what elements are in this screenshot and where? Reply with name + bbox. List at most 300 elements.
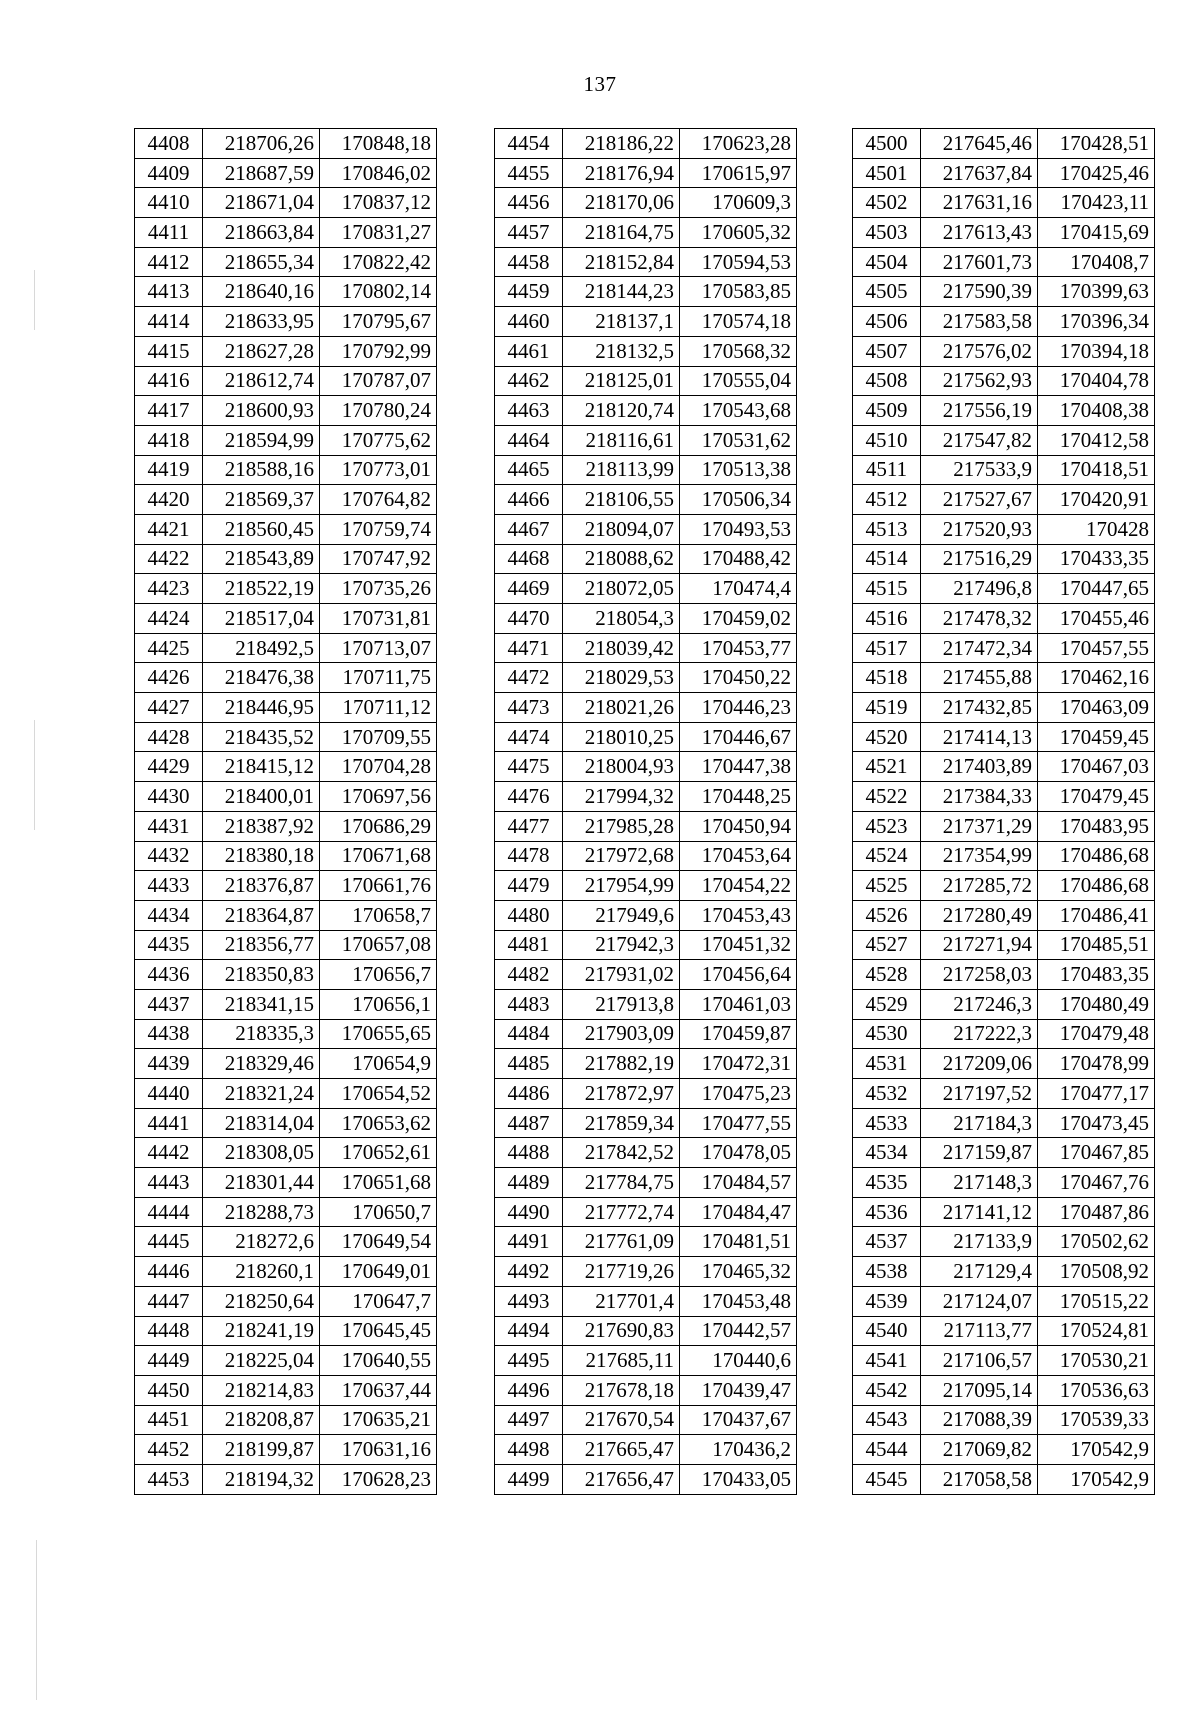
x-coordinate-cell: 218288,73: [203, 1197, 320, 1227]
y-coordinate-cell: 170483,95: [1038, 811, 1155, 841]
y-coordinate-cell: 170418,51: [1038, 455, 1155, 485]
point-number-cell: 4420: [135, 485, 203, 515]
x-coordinate-cell: 217371,29: [921, 811, 1038, 841]
y-coordinate-cell: 170399,63: [1038, 277, 1155, 307]
table-row: [853, 841, 1155, 871]
point-number-cell: 4450: [135, 1375, 203, 1405]
x-coordinate-cell: 217246,3: [921, 989, 1038, 1019]
table-row: [495, 1405, 797, 1435]
point-number-cell: 4539: [853, 1286, 921, 1316]
point-number-cell: 4487: [495, 1108, 563, 1138]
y-coordinate-cell: 170531,62: [680, 425, 797, 455]
point-number-cell: 4422: [135, 544, 203, 574]
x-coordinate-cell: 217547,82: [921, 425, 1038, 455]
y-coordinate-cell: 170709,55: [320, 722, 437, 752]
x-coordinate-cell: 218400,01: [203, 782, 320, 812]
point-number-cell: 4408: [135, 129, 203, 159]
x-coordinate-cell: 217414,13: [921, 722, 1038, 752]
table-row: [853, 485, 1155, 515]
x-coordinate-cell: 218125,01: [563, 366, 680, 396]
table-row: [495, 604, 797, 634]
point-number-cell: 4468: [495, 544, 563, 574]
y-coordinate-cell: 170408,38: [1038, 396, 1155, 426]
table-row: [135, 396, 437, 426]
table-row: [135, 930, 437, 960]
point-number-cell: 4456: [495, 188, 563, 218]
y-coordinate-cell: 170486,68: [1038, 841, 1155, 871]
x-coordinate-cell: 218687,59: [203, 158, 320, 188]
x-coordinate-cell: 218094,07: [563, 514, 680, 544]
point-number-cell: 4463: [495, 396, 563, 426]
point-number-cell: 4461: [495, 336, 563, 366]
scan-edge-mark: [34, 270, 35, 330]
y-coordinate-cell: 170442,57: [680, 1316, 797, 1346]
point-number-cell: 4471: [495, 633, 563, 663]
y-coordinate-cell: 170711,12: [320, 693, 437, 723]
x-coordinate-cell: 218152,84: [563, 247, 680, 277]
y-coordinate-cell: 170462,16: [1038, 663, 1155, 693]
table-row: [135, 752, 437, 782]
table-row: [135, 574, 437, 604]
table-row: [495, 247, 797, 277]
point-number-cell: 4424: [135, 604, 203, 634]
y-coordinate-cell: 170467,85: [1038, 1138, 1155, 1168]
x-coordinate-cell: 217159,87: [921, 1138, 1038, 1168]
x-coordinate-cell: 217271,94: [921, 930, 1038, 960]
table-row: [495, 277, 797, 307]
table-row: [853, 1435, 1155, 1465]
y-coordinate-cell: 170447,65: [1038, 574, 1155, 604]
y-coordinate-cell: 170661,76: [320, 871, 437, 901]
point-number-cell: 4469: [495, 574, 563, 604]
table-row: [495, 663, 797, 693]
table-row: [853, 1079, 1155, 1109]
y-coordinate-cell: 170478,99: [1038, 1049, 1155, 1079]
point-number-cell: 4521: [853, 752, 921, 782]
point-number-cell: 4544: [853, 1435, 921, 1465]
y-coordinate-cell: 170412,58: [1038, 425, 1155, 455]
x-coordinate-cell: 218039,42: [563, 633, 680, 663]
y-coordinate-cell: 170615,97: [680, 158, 797, 188]
y-coordinate-cell: 170539,33: [1038, 1405, 1155, 1435]
y-coordinate-cell: 170515,22: [1038, 1286, 1155, 1316]
y-coordinate-cell: 170463,09: [1038, 693, 1155, 723]
table-row: [135, 366, 437, 396]
table-row: [495, 1197, 797, 1227]
y-coordinate-cell: 170631,16: [320, 1435, 437, 1465]
table-row: [853, 1346, 1155, 1376]
y-coordinate-cell: 170731,81: [320, 604, 437, 634]
table-row: [853, 960, 1155, 990]
y-coordinate-cell: 170656,7: [320, 960, 437, 990]
point-number-cell: 4514: [853, 544, 921, 574]
y-coordinate-cell: 170837,12: [320, 188, 437, 218]
table-row: [853, 989, 1155, 1019]
table-row: [135, 1079, 437, 1109]
x-coordinate-cell: 218627,28: [203, 336, 320, 366]
table-row: [495, 1257, 797, 1287]
point-number-cell: 4443: [135, 1168, 203, 1198]
point-number-cell: 4499: [495, 1464, 563, 1494]
x-coordinate-cell: 217133,9: [921, 1227, 1038, 1257]
point-number-cell: 4451: [135, 1405, 203, 1435]
y-coordinate-cell: 170493,53: [680, 514, 797, 544]
point-number-cell: 4412: [135, 247, 203, 277]
x-coordinate-cell: 218335,3: [203, 1019, 320, 1049]
x-coordinate-cell: 218010,25: [563, 722, 680, 752]
point-number-cell: 4508: [853, 366, 921, 396]
y-coordinate-cell: 170822,42: [320, 247, 437, 277]
point-number-cell: 4511: [853, 455, 921, 485]
y-coordinate-cell: 170484,57: [680, 1168, 797, 1198]
table-row: [135, 722, 437, 752]
y-coordinate-cell: 170453,48: [680, 1286, 797, 1316]
point-number-cell: 4503: [853, 218, 921, 248]
y-coordinate-cell: 170658,7: [320, 900, 437, 930]
table-row: [853, 722, 1155, 752]
table-row: [853, 1227, 1155, 1257]
y-coordinate-cell: 170713,07: [320, 633, 437, 663]
table-row: [495, 960, 797, 990]
table-row: [853, 1257, 1155, 1287]
x-coordinate-cell: 218301,44: [203, 1168, 320, 1198]
x-coordinate-cell: 218137,1: [563, 307, 680, 337]
table-row: [135, 1049, 437, 1079]
x-coordinate-cell: 217095,14: [921, 1375, 1038, 1405]
table-row: [135, 307, 437, 337]
point-number-cell: 4425: [135, 633, 203, 663]
coordinate-table-1: [134, 128, 437, 1495]
point-number-cell: 4467: [495, 514, 563, 544]
y-coordinate-cell: 170484,47: [680, 1197, 797, 1227]
table-row: [495, 158, 797, 188]
y-coordinate-cell: 170446,23: [680, 693, 797, 723]
table-row: [135, 129, 437, 159]
y-coordinate-cell: 170508,92: [1038, 1257, 1155, 1287]
point-number-cell: 4519: [853, 693, 921, 723]
point-number-cell: 4427: [135, 693, 203, 723]
y-coordinate-cell: 170425,46: [1038, 158, 1155, 188]
y-coordinate-cell: 170439,47: [680, 1375, 797, 1405]
x-coordinate-cell: 218314,04: [203, 1108, 320, 1138]
y-coordinate-cell: 170502,62: [1038, 1227, 1155, 1257]
table-row: [495, 574, 797, 604]
table-row: [495, 1346, 797, 1376]
point-number-cell: 4492: [495, 1257, 563, 1287]
y-coordinate-cell: 170735,26: [320, 574, 437, 604]
point-number-cell: 4409: [135, 158, 203, 188]
point-number-cell: 4428: [135, 722, 203, 752]
table-row: [495, 188, 797, 218]
table-row: [853, 514, 1155, 544]
x-coordinate-cell: 217685,11: [563, 1346, 680, 1376]
table-row: [135, 989, 437, 1019]
x-coordinate-cell: 217520,93: [921, 514, 1038, 544]
y-coordinate-cell: 170472,31: [680, 1049, 797, 1079]
x-coordinate-cell: 218376,87: [203, 871, 320, 901]
y-coordinate-cell: 170479,48: [1038, 1019, 1155, 1049]
point-number-cell: 4525: [853, 871, 921, 901]
y-coordinate-cell: 170453,77: [680, 633, 797, 663]
table-row: [495, 722, 797, 752]
table-row: [135, 425, 437, 455]
x-coordinate-cell: 218199,87: [203, 1435, 320, 1465]
point-number-cell: 4485: [495, 1049, 563, 1079]
point-number-cell: 4530: [853, 1019, 921, 1049]
table-row: [495, 930, 797, 960]
x-coordinate-cell: 217285,72: [921, 871, 1038, 901]
x-coordinate-cell: 217670,54: [563, 1405, 680, 1435]
point-number-cell: 4496: [495, 1375, 563, 1405]
x-coordinate-cell: 218176,94: [563, 158, 680, 188]
table-row: [853, 218, 1155, 248]
x-coordinate-cell: 218476,38: [203, 663, 320, 693]
y-coordinate-cell: 170802,14: [320, 277, 437, 307]
table-row: [495, 782, 797, 812]
table-row: [495, 633, 797, 663]
y-coordinate-cell: 170686,29: [320, 811, 437, 841]
y-coordinate-cell: 170697,56: [320, 782, 437, 812]
point-number-cell: 4510: [853, 425, 921, 455]
x-coordinate-cell: 218517,04: [203, 604, 320, 634]
x-coordinate-cell: 218214,83: [203, 1375, 320, 1405]
y-coordinate-cell: 170467,03: [1038, 752, 1155, 782]
table-row: [135, 1257, 437, 1287]
table-row: [135, 336, 437, 366]
point-number-cell: 4543: [853, 1405, 921, 1435]
table-row: [135, 960, 437, 990]
table-row: [495, 989, 797, 1019]
y-coordinate-cell: 170542,9: [1038, 1435, 1155, 1465]
point-number-cell: 4518: [853, 663, 921, 693]
table-row: [853, 277, 1155, 307]
y-coordinate-cell: 170437,67: [680, 1405, 797, 1435]
y-coordinate-cell: 170652,61: [320, 1138, 437, 1168]
table-row: [853, 188, 1155, 218]
x-coordinate-cell: 217280,49: [921, 900, 1038, 930]
table-row: [853, 693, 1155, 723]
point-number-cell: 4449: [135, 1346, 203, 1376]
x-coordinate-cell: 217562,93: [921, 366, 1038, 396]
table-row: [495, 425, 797, 455]
x-coordinate-cell: 218329,46: [203, 1049, 320, 1079]
x-coordinate-cell: 217994,32: [563, 782, 680, 812]
x-coordinate-cell: 217432,85: [921, 693, 1038, 723]
table-row: [135, 633, 437, 663]
table-row: [495, 693, 797, 723]
y-coordinate-cell: 170605,32: [680, 218, 797, 248]
x-coordinate-cell: 217354,99: [921, 841, 1038, 871]
point-number-cell: 4448: [135, 1316, 203, 1346]
y-coordinate-cell: 170477,17: [1038, 1079, 1155, 1109]
table-row: [135, 1286, 437, 1316]
y-coordinate-cell: 170480,49: [1038, 989, 1155, 1019]
point-number-cell: 4535: [853, 1168, 921, 1198]
y-coordinate-cell: 170483,35: [1038, 960, 1155, 990]
y-coordinate-cell: 170637,44: [320, 1375, 437, 1405]
table-row: [135, 1316, 437, 1346]
table-row: [135, 1405, 437, 1435]
y-coordinate-cell: 170623,28: [680, 129, 797, 159]
y-coordinate-cell: 170846,02: [320, 158, 437, 188]
x-coordinate-cell: 218341,15: [203, 989, 320, 1019]
point-number-cell: 4413: [135, 277, 203, 307]
point-number-cell: 4490: [495, 1197, 563, 1227]
y-coordinate-cell: 170524,81: [1038, 1316, 1155, 1346]
coordinate-table-2: [494, 128, 797, 1495]
x-coordinate-cell: 218594,99: [203, 425, 320, 455]
x-coordinate-cell: 218170,06: [563, 188, 680, 218]
x-coordinate-cell: 218415,12: [203, 752, 320, 782]
x-coordinate-cell: 217701,4: [563, 1286, 680, 1316]
table-row: [495, 485, 797, 515]
table-row: [853, 307, 1155, 337]
point-number-cell: 4418: [135, 425, 203, 455]
table-row: [853, 604, 1155, 634]
table-row: [135, 247, 437, 277]
x-coordinate-cell: 217872,97: [563, 1079, 680, 1109]
point-number-cell: 4502: [853, 188, 921, 218]
point-number-cell: 4439: [135, 1049, 203, 1079]
point-number-cell: 4477: [495, 811, 563, 841]
y-coordinate-cell: 170513,38: [680, 455, 797, 485]
table-row: [853, 129, 1155, 159]
y-coordinate-cell: 170647,7: [320, 1286, 437, 1316]
point-number-cell: 4460: [495, 307, 563, 337]
point-number-cell: 4532: [853, 1079, 921, 1109]
y-coordinate-cell: 170423,11: [1038, 188, 1155, 218]
x-coordinate-cell: 218633,95: [203, 307, 320, 337]
y-coordinate-cell: 170473,45: [1038, 1108, 1155, 1138]
table-row: [495, 1079, 797, 1109]
y-coordinate-cell: 170651,68: [320, 1168, 437, 1198]
y-coordinate-cell: 170506,34: [680, 485, 797, 515]
x-coordinate-cell: 217527,67: [921, 485, 1038, 515]
table-row: [495, 1227, 797, 1257]
point-number-cell: 4465: [495, 455, 563, 485]
y-coordinate-cell: 170486,68: [1038, 871, 1155, 901]
y-coordinate-cell: 170474,4: [680, 574, 797, 604]
x-coordinate-cell: 217088,39: [921, 1405, 1038, 1435]
x-coordinate-cell: 218120,74: [563, 396, 680, 426]
x-coordinate-cell: 218560,45: [203, 514, 320, 544]
scan-edge-mark: [36, 1540, 37, 1700]
point-number-cell: 4436: [135, 960, 203, 990]
y-coordinate-cell: 170653,62: [320, 1108, 437, 1138]
point-number-cell: 4513: [853, 514, 921, 544]
x-coordinate-cell: 218435,52: [203, 722, 320, 752]
point-number-cell: 4533: [853, 1108, 921, 1138]
table-row: [853, 930, 1155, 960]
y-coordinate-cell: 170649,01: [320, 1257, 437, 1287]
x-coordinate-cell: 217601,73: [921, 247, 1038, 277]
y-coordinate-cell: 170420,91: [1038, 485, 1155, 515]
point-number-cell: 4410: [135, 188, 203, 218]
y-coordinate-cell: 170655,65: [320, 1019, 437, 1049]
y-coordinate-cell: 170433,05: [680, 1464, 797, 1494]
x-coordinate-cell: 217069,82: [921, 1435, 1038, 1465]
x-coordinate-cell: 218380,18: [203, 841, 320, 871]
table-row: [495, 841, 797, 871]
table-row: [853, 396, 1155, 426]
y-coordinate-cell: 170428,51: [1038, 129, 1155, 159]
y-coordinate-cell: 170485,51: [1038, 930, 1155, 960]
point-number-cell: 4455: [495, 158, 563, 188]
x-coordinate-cell: 217516,29: [921, 544, 1038, 574]
x-coordinate-cell: 217113,77: [921, 1316, 1038, 1346]
table-row: [135, 158, 437, 188]
y-coordinate-cell: 170542,9: [1038, 1464, 1155, 1494]
table-row: [135, 1346, 437, 1376]
point-number-cell: 4474: [495, 722, 563, 752]
x-coordinate-cell: 218164,75: [563, 218, 680, 248]
y-coordinate-cell: 170759,74: [320, 514, 437, 544]
point-number-cell: 4470: [495, 604, 563, 634]
y-coordinate-cell: 170459,87: [680, 1019, 797, 1049]
table-row: [495, 1435, 797, 1465]
point-number-cell: 4509: [853, 396, 921, 426]
y-coordinate-cell: 170453,43: [680, 900, 797, 930]
x-coordinate-cell: 217613,43: [921, 218, 1038, 248]
point-number-cell: 4517: [853, 633, 921, 663]
x-coordinate-cell: 217859,34: [563, 1108, 680, 1138]
x-coordinate-cell: 218522,19: [203, 574, 320, 604]
y-coordinate-cell: 170450,22: [680, 663, 797, 693]
table-row: [495, 752, 797, 782]
x-coordinate-cell: 218569,37: [203, 485, 320, 515]
table-row: [495, 1168, 797, 1198]
x-coordinate-cell: 217141,12: [921, 1197, 1038, 1227]
x-coordinate-cell: 218655,34: [203, 247, 320, 277]
x-coordinate-cell: 217931,02: [563, 960, 680, 990]
y-coordinate-cell: 170477,55: [680, 1108, 797, 1138]
point-number-cell: 4429: [135, 752, 203, 782]
point-number-cell: 4433: [135, 871, 203, 901]
x-coordinate-cell: 217882,19: [563, 1049, 680, 1079]
x-coordinate-cell: 218106,55: [563, 485, 680, 515]
x-coordinate-cell: 217583,58: [921, 307, 1038, 337]
y-coordinate-cell: 170831,27: [320, 218, 437, 248]
table-row: [135, 188, 437, 218]
point-number-cell: 4464: [495, 425, 563, 455]
x-coordinate-cell: 217148,3: [921, 1168, 1038, 1198]
table-row: [495, 900, 797, 930]
x-coordinate-cell: 218640,16: [203, 277, 320, 307]
x-coordinate-cell: 217972,68: [563, 841, 680, 871]
y-coordinate-cell: 170404,78: [1038, 366, 1155, 396]
table-row: [135, 1108, 437, 1138]
y-coordinate-cell: 170780,24: [320, 396, 437, 426]
point-number-cell: 4506: [853, 307, 921, 337]
table-row: [853, 336, 1155, 366]
table-row: [495, 1019, 797, 1049]
x-coordinate-cell: 217222,3: [921, 1019, 1038, 1049]
y-coordinate-cell: 170487,86: [1038, 1197, 1155, 1227]
point-number-cell: 4481: [495, 930, 563, 960]
table-row: [495, 218, 797, 248]
table-row: [135, 1375, 437, 1405]
x-coordinate-cell: 217455,88: [921, 663, 1038, 693]
table-row: [853, 782, 1155, 812]
point-number-cell: 4421: [135, 514, 203, 544]
x-coordinate-cell: 217954,99: [563, 871, 680, 901]
point-number-cell: 4458: [495, 247, 563, 277]
point-number-cell: 4416: [135, 366, 203, 396]
y-coordinate-cell: 170451,32: [680, 930, 797, 960]
table-row: [135, 871, 437, 901]
x-coordinate-cell: 217106,57: [921, 1346, 1038, 1376]
x-coordinate-cell: 218186,22: [563, 129, 680, 159]
